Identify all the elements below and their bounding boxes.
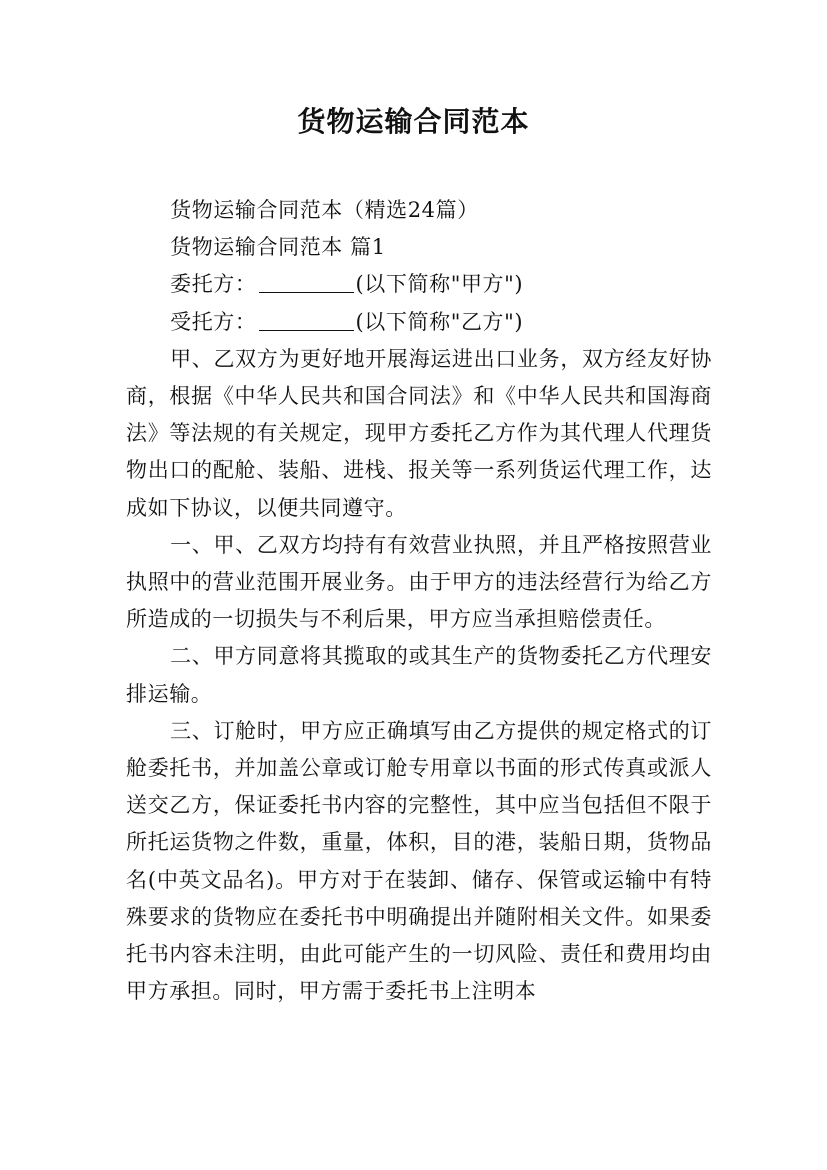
party-blank-line [259,310,354,331]
document-body [126,192,712,1010]
document-title: 货物运输合同范本 [297,105,530,138]
paragraph-clause-2: 二、甲方同意将其揽取的或其生产的货物委托乙方代理安排运输。 [126,644,712,706]
paragraph-clause-1: 一、甲、乙双方均持有有效营业执照，并且严格按照营业执照中的营业范围开展业务。由于甲方的违法经营行为给乙方所造成的一切损失与不利后果，甲方应当承担赔偿责任。 [126,532,712,632]
party-suffix: (以下简称"乙方") [355,309,524,334]
party-label: 委托方： [170,272,257,297]
paragraph-preamble: 甲、乙双方为更好地开展海运进出口业务，双方经友好协商，根据《中华人民共和国合同法》和《中华人民共和国海商法》等法规的有关规定，现甲方委托乙方作为其代理人代理货物出口的配舱、装船、进栈、报关等一系列货运代理工作，达成如下协议，以便共同遵守。 [126,346,712,520]
party-line-principal [126,266,712,303]
paragraph-clause-3: 三、订舱时，甲方应正确填写由乙方提供的规定格式的订舱委托书，并加盖公章或订舱专用章以书面的形式传真或派人送交乙方，保证委托书内容的完整性，其中应当包括但不限于所托运货物之件数，重量，体积，目的港，装船日期，货物品名(中英文品名)。甲方对于在装卸、储存、保管或运输中有特殊要求的货物应在委托书中明确提出并随附相关文件。如果委托书内容未注明，由此可能产生的一切风险、责任和费用均由甲方承担。同时，甲方需于委托书上注明本 [126,718,712,1004]
party-line-agent [126,304,712,341]
party-blank-line [259,272,354,293]
party-label: 受托方： [170,309,257,334]
party-suffix: (以下简称"甲方") [355,272,524,297]
intro-line: 货物运输合同范本（精选24篇） [170,198,479,222]
intro-line: 货物运输合同范本 篇1 [170,235,386,260]
